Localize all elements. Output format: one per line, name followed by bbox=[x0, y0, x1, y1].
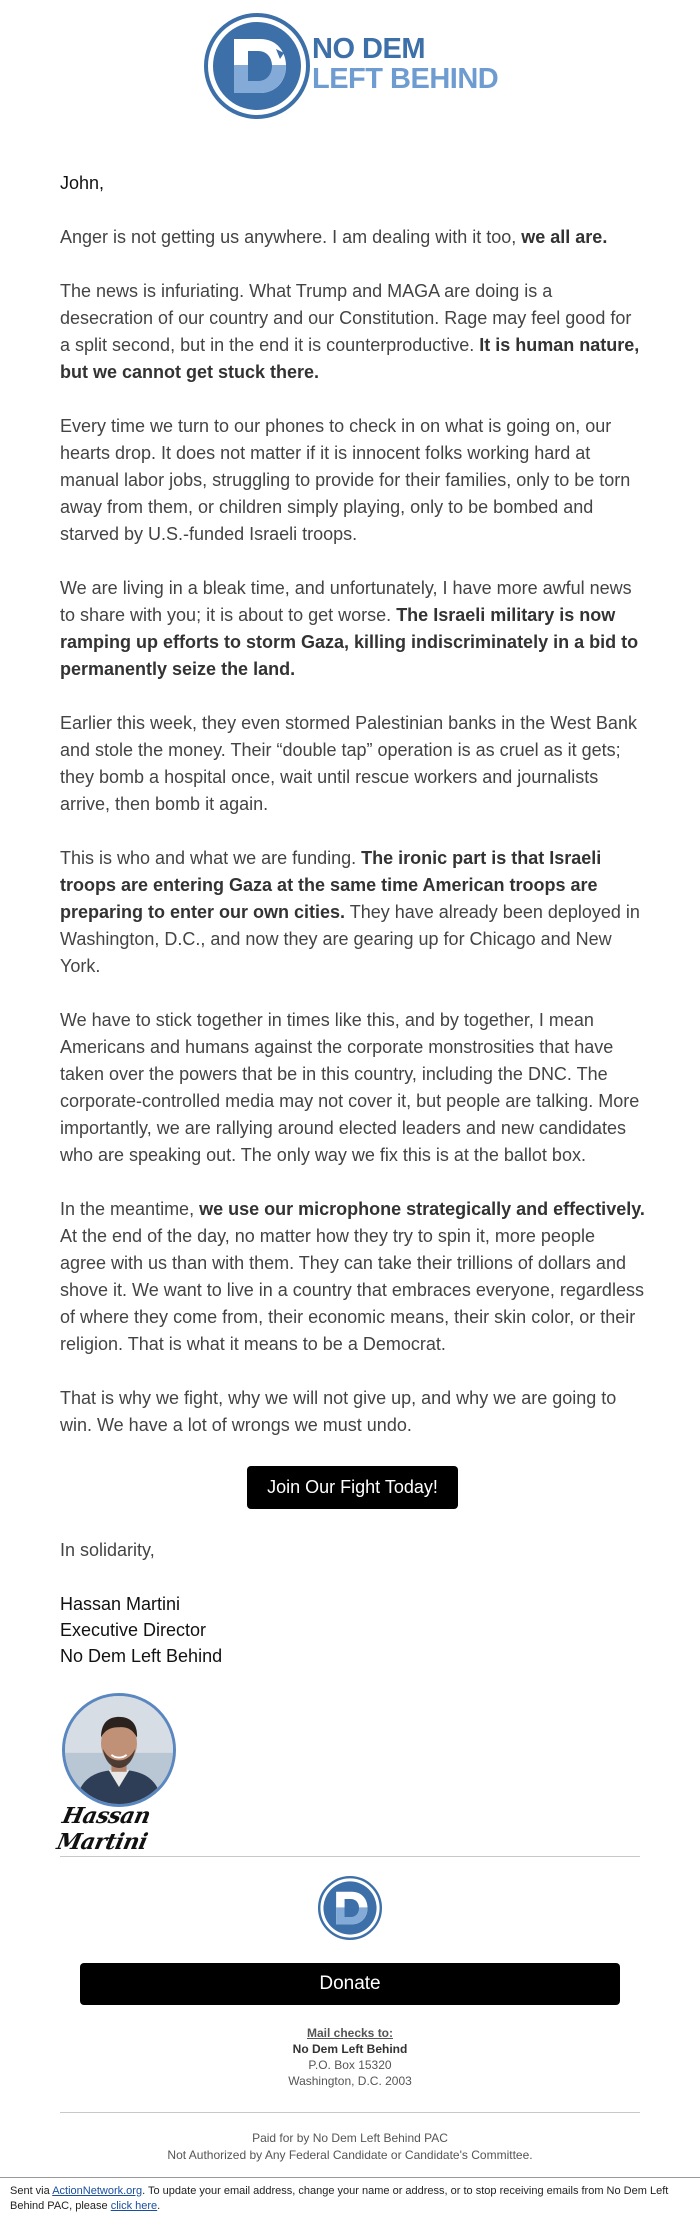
unsubscribe-link[interactable]: click here bbox=[110, 2200, 158, 2212]
mail-box: P.O. Box 15320 bbox=[308, 2058, 392, 2072]
paragraph-2 bbox=[60, 278, 645, 386]
sent-via-prefix: Sent via bbox=[10, 2185, 53, 2197]
p4-bold: The Israeli military is now ramping up efforts to storm Gaza, killing indiscriminately in a bid to permanently seize the land. bbox=[60, 605, 639, 679]
paragraph-9: That is why we fight, why we will not give up, and why we are going to win. We have a lot of wrongs we must undo. bbox=[60, 1388, 617, 1435]
p8-text: In the meantime, bbox=[60, 1199, 200, 1219]
sent-via-notice bbox=[10, 2184, 690, 2214]
disclaimer bbox=[0, 2130, 700, 2164]
actionnetwork-link[interactable]: ActionNetwork.org bbox=[52, 2185, 143, 2197]
email-header bbox=[0, 0, 700, 140]
email-body bbox=[60, 170, 645, 1669]
brand-name-line2: LEFT BEHIND bbox=[312, 63, 499, 95]
avatar bbox=[62, 1693, 176, 1807]
signer-photo-block bbox=[54, 1693, 190, 1855]
mail-checks-block bbox=[0, 2025, 700, 2089]
p8-text-2: At the end of the day, no matter how they try to spin it, more people agree with us than with them. They can take their trillions of dollars and shove it. We want to live in a country that embraces everyone, regardless of where they come from, their economic means, their skin color, or their religion. That is what it means to be a Democrat. bbox=[60, 1226, 644, 1354]
paragraph-5: Earlier this week, they even stormed Palestinian banks in the West Bank and stole the money. Their “double tap” operation is as cruel as it gets; they bomb a hospital once, wait until rescue workers and journalists arrive, then bomb it again. bbox=[60, 713, 637, 814]
footer-divider-top bbox=[60, 1856, 640, 1857]
sent-via-text: . To update your email address, change your name or address, or to stop receiving emails from No Dem Left Behind PAC, please bbox=[10, 2185, 669, 2212]
p4-text: We are living in a bleak time, and unfortunately, I have more awful news to share with you; it is about to get worse. bbox=[60, 578, 632, 625]
brand-wordmark bbox=[312, 34, 498, 94]
paragraph-6 bbox=[60, 845, 645, 980]
p1-bold: we all are. bbox=[521, 227, 608, 247]
mail-header: Mail checks to: bbox=[306, 2026, 394, 2040]
p2-text: The news is infuriating. What Trump and MAGA are doing is a desecration of our country and our Constitution. Rage may feel good for a split second, but in the end it is counterproductive. bbox=[60, 281, 632, 355]
signer-title: Executive Director bbox=[60, 1620, 207, 1640]
greeting: John, bbox=[60, 173, 105, 193]
paragraph-8 bbox=[60, 1196, 645, 1358]
signature-block bbox=[60, 1591, 645, 1669]
paid-for: Paid for by No Dem Left Behind PAC bbox=[252, 2131, 448, 2145]
p2-bold: It is human nature, but we cannot get stuck there. bbox=[60, 335, 640, 382]
paragraph-4 bbox=[60, 575, 645, 683]
donate-button[interactable]: Donate bbox=[80, 1963, 620, 2005]
join-fight-button[interactable]: Join Our Fight Today! bbox=[247, 1466, 458, 1509]
p6-text-2: They have already been deployed in Washington, D.C., and now they are gearing up for Chicago and New York. bbox=[60, 902, 640, 976]
footer-d-logo-icon bbox=[318, 1876, 382, 1940]
not-authorized: Not Authorized by Any Federal Candidate or Candidate's Committee. bbox=[167, 2148, 533, 2162]
closing: In solidarity, bbox=[60, 1540, 155, 1560]
bottom-rule bbox=[0, 2177, 700, 2178]
signer-org: No Dem Left Behind bbox=[60, 1646, 223, 1666]
brand-logo[interactable] bbox=[204, 13, 504, 119]
paragraph-7: We have to stick together in times like this, and by together, I mean Americans and humans against the corporate monstrosities that have taken over the powers that be in this country, including the DNC. The corporate-controlled media may not cover it, but people are talking. More importantly, we are rallying around elected leaders and new candidates who are speaking out. The only way we fix this is at the ballot box. bbox=[60, 1010, 640, 1165]
signer-name: Hassan Martini bbox=[60, 1594, 181, 1614]
sent-via-end: . bbox=[157, 2200, 161, 2212]
d-logo-icon bbox=[204, 13, 310, 119]
brand-name-line1: NO DEM bbox=[312, 33, 425, 65]
footer-divider-bottom bbox=[60, 2112, 640, 2113]
p6-bold: The ironic part is that Israeli troops are entering Gaza at the same time American troops are preparing to enter our own cities. bbox=[60, 848, 602, 922]
paragraph-3: Every time we turn to our phones to check in on what is going on, our hearts drop. It does not matter if it is innocent folks working hard at manual labor jobs, struggling to provide for their families, only to be torn away from them, or children simply playing, only to be bombed and starved by U.S.-funded Israeli troops. bbox=[60, 416, 631, 544]
p1-text: Anger is not getting us anywhere. I am dealing with it too, bbox=[60, 227, 522, 247]
mail-city: Washington, D.C. 2003 bbox=[288, 2074, 412, 2088]
mail-org: No Dem Left Behind bbox=[292, 2042, 408, 2056]
p6-text: This is who and what we are funding. bbox=[60, 848, 362, 868]
person-portrait-icon bbox=[65, 1696, 173, 1804]
paragraph-1 bbox=[60, 224, 645, 251]
cta-wrap bbox=[60, 1466, 645, 1509]
handwritten-signature: Hassan Martini bbox=[54, 1803, 153, 1855]
p8-bold: we use our microphone strategically and effectively. bbox=[199, 1199, 645, 1219]
